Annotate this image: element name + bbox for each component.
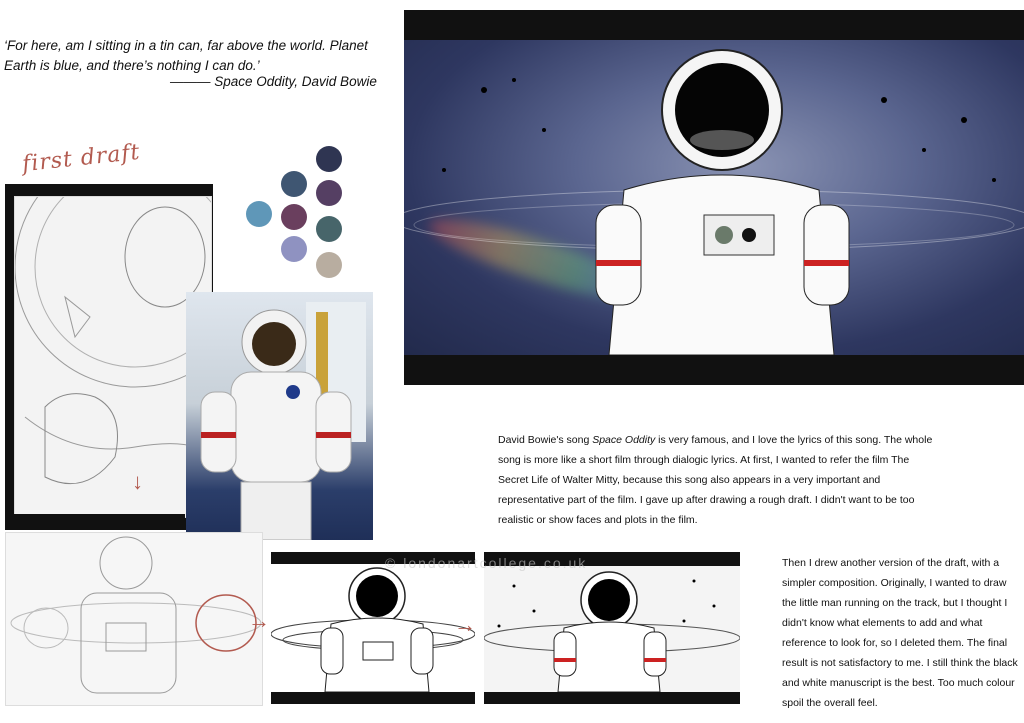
color-swatch: [281, 171, 307, 197]
color-swatch: [316, 252, 342, 278]
first-draft-bar: [5, 514, 185, 528]
quote-attribution: ——— Space Oddity, David Bowie: [170, 74, 377, 89]
third-draft-drawing: [271, 564, 475, 692]
fourth-draft-bottom-bar: [484, 692, 740, 704]
color-swatch: [316, 180, 342, 206]
arrow-down-icon: →: [129, 472, 154, 494]
description-paragraph-2: Then I drew another version of the draft, with a simpler composition. Originally, I wanted to draw the little man running on the track, but I thought I didn't know what elements to add and what reference to look for, so I deleted them. The final result is not satisfactory to me. I still think the black and white manuscript is the best. Too much colour spoil the overall feel.: [782, 557, 1018, 709]
astronaut-photo-graphic: [186, 292, 373, 540]
color-swatch: [281, 236, 307, 262]
paragraph-1-before: David Bowie's song: [498, 434, 593, 446]
description-paragraph-1: [498, 430, 938, 530]
space-background: [404, 40, 1024, 355]
sketch-drawing: [15, 197, 211, 517]
color-swatch: [316, 216, 342, 242]
quote-line-2: Earth is blue, and there’s nothing I can do.’: [4, 58, 260, 73]
first-draft-note: first draft: [21, 139, 142, 178]
third-draft-bottom-bar: [271, 692, 475, 704]
color-swatch: [316, 146, 342, 172]
second-draft-sketch: [5, 532, 263, 706]
astronaut-illustration: [404, 40, 1024, 355]
main-illustration: [404, 10, 1024, 385]
first-draft-sketch: [14, 196, 212, 518]
color-swatch: [246, 201, 272, 227]
fourth-draft-sketch: [484, 566, 740, 692]
watermark: © londonartcollege.co.uk: [385, 555, 588, 571]
astronaut-reference-photo: [186, 292, 373, 540]
arrow-right-icon: →: [248, 608, 270, 633]
second-draft-drawing: [6, 533, 262, 705]
third-draft-sketch: [271, 564, 475, 692]
arrow-right-icon: →: [454, 612, 476, 637]
paragraph-1-after: is very famous, and I love the lyrics of this song. The whole song is more like a short film through dialogic lyrics. At first, I wanted to refer the film The Secret Life of Walter Mitty, because this song also appears in a very important and representative part of the film. I gave up after drawing a rough draft. I didn't want to be too realistic or show faces and plots in the film.: [498, 434, 933, 526]
song-title: Space Oddity: [592, 434, 656, 446]
color-swatch: [281, 204, 307, 230]
fourth-draft-drawing: [484, 566, 740, 692]
song-quote: [4, 36, 384, 76]
quote-line-1: ‘For here, am I sitting in a tin can, far above the world. Planet: [4, 38, 368, 53]
